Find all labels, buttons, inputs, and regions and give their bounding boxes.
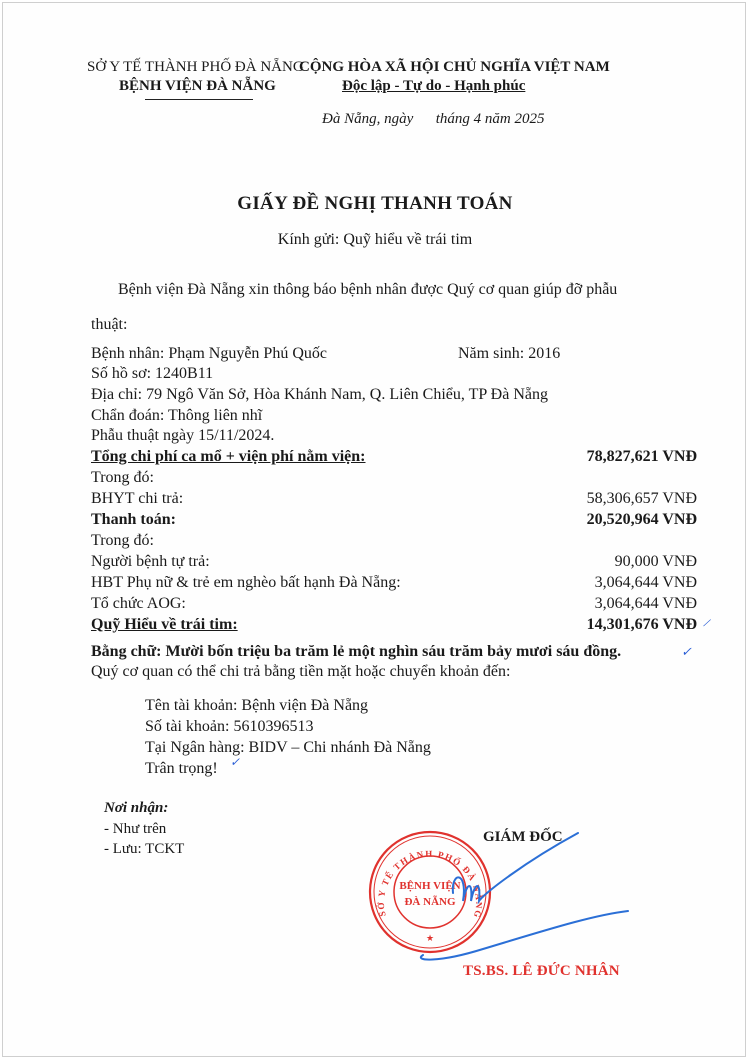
amount-in-words: Bằng chữ: Mười bốn triệu ba trăm lẻ một nghìn sáu trăm bảy mươi sáu đồng. — [91, 643, 622, 660]
bank-account-no: Số tài khoản: 5610396513 — [145, 718, 314, 735]
document-page — [2, 2, 746, 1057]
patient-birth-year: Năm sinh: 2016 — [458, 345, 561, 362]
recipient-line: Kính gửi: Quỹ hiểu về trái tim — [277, 231, 473, 248]
svg-text:★: ★ — [425, 933, 435, 943]
patient-name: Bệnh nhân: Phạm Nguyễn Phú Quốc — [91, 345, 327, 362]
svg-text:ĐÀ NẴNG: ĐÀ NẴNG — [404, 896, 456, 908]
of-which-label-2: Trong đó: — [91, 532, 154, 549]
hbt-value: 3,064,644 VNĐ — [594, 574, 697, 591]
insurance-label: BHYT chi trả: — [91, 490, 184, 507]
recipient-item: - Lưu: TCKT — [104, 841, 185, 857]
aog-label: Tổ chức AOG: — [91, 595, 186, 612]
check-mark-icon: ✓ — [681, 644, 692, 659]
signer-role: GIÁM ĐỐC — [483, 829, 563, 845]
recipient-item: - Như trên — [104, 821, 167, 837]
patient-surgery-date: Phẫu thuật ngày 15/11/2024. — [91, 427, 275, 444]
fund-label: Quỹ Hiểu về trái tim: — [91, 616, 238, 633]
intro-text: Bệnh viện Đà Nẵng xin thông báo bệnh nhân được Quý cơ quan giúp đỡ phẫu — [118, 281, 618, 298]
hbt-label: HBT Phụ nữ & trẻ em nghèo bất hạnh Đà Nẵng: — [91, 574, 401, 591]
check-mark-icon: ✓ — [230, 755, 241, 769]
recipients-heading: Nơi nhận: — [104, 800, 169, 816]
of-which-label-1: Trong đó: — [91, 469, 154, 486]
signer-name: TS.BS. LÊ ĐỨC NHÂN — [463, 963, 620, 979]
check-mark-icon: / — [702, 614, 712, 631]
payment-label: Thanh toán: — [91, 511, 176, 528]
intro-text-cont: thuật: — [91, 316, 128, 333]
bank-name: Tại Ngân hàng: BIDV – Chi nhánh Đà Nẵng — [145, 739, 431, 756]
payment-value: 20,520,964 VNĐ — [586, 511, 697, 528]
total-cost-value: 78,827,621 VNĐ — [586, 448, 697, 465]
header-motto: Độc lập - Tự do - Hạnh phúc — [342, 78, 526, 94]
bank-account-name: Tên tài khoản: Bệnh viện Đà Nẵng — [145, 697, 369, 714]
signature-icon — [393, 823, 633, 983]
patient-address: Địa chỉ: 79 Ngô Văn Sở, Hòa Khánh Nam, Q. Liên Chiểu, TP Đà Nẵng — [91, 386, 548, 403]
header-country: CỘNG HÒA XÃ HỘI CHỦ NGHĨA VIỆT NAM — [299, 59, 610, 75]
self-pay-label: Người bệnh tự trả: — [91, 553, 210, 570]
aog-value: 3,064,644 VNĐ — [594, 595, 697, 612]
fund-value: 14,301,676 VNĐ — [586, 616, 697, 633]
document-title: GIẤY ĐỀ NGHỊ THANH TOÁN — [237, 193, 513, 214]
insurance-value: 58,306,657 VNĐ — [586, 490, 697, 507]
header-department: SỞ Y TẾ THÀNH PHỐ ĐÀ NẴNG — [87, 59, 304, 75]
date-line: Đà Nẵng, ngày tháng 4 năm 2025 — [322, 111, 545, 127]
payment-note: Quý cơ quan có thể chi trả bằng tiền mặt hoặc chuyển khoản đến: — [91, 663, 511, 680]
header-hospital-underline — [145, 99, 253, 100]
header-hospital: BỆNH VIỆN ĐÀ NẴNG — [119, 78, 276, 94]
patient-diagnosis: Chẩn đoán: Thông liên nhĩ — [91, 407, 263, 424]
regards: Trân trọng! — [145, 760, 218, 777]
svg-text:SỞ Y TẾ THÀNH PHỐ ĐÀ NẴNG: SỞ Y TẾ THÀNH PHỐ ĐÀ NẴNG — [375, 848, 485, 920]
patient-record-no: Số hồ sơ: 1240B11 — [91, 365, 214, 382]
total-cost-label: Tổng chi phí ca mổ + viện phí nằm viện: — [91, 448, 366, 465]
svg-text:BỆNH VIỆN: BỆNH VIỆN — [399, 880, 461, 892]
self-pay-value: 90,000 VNĐ — [614, 553, 697, 570]
